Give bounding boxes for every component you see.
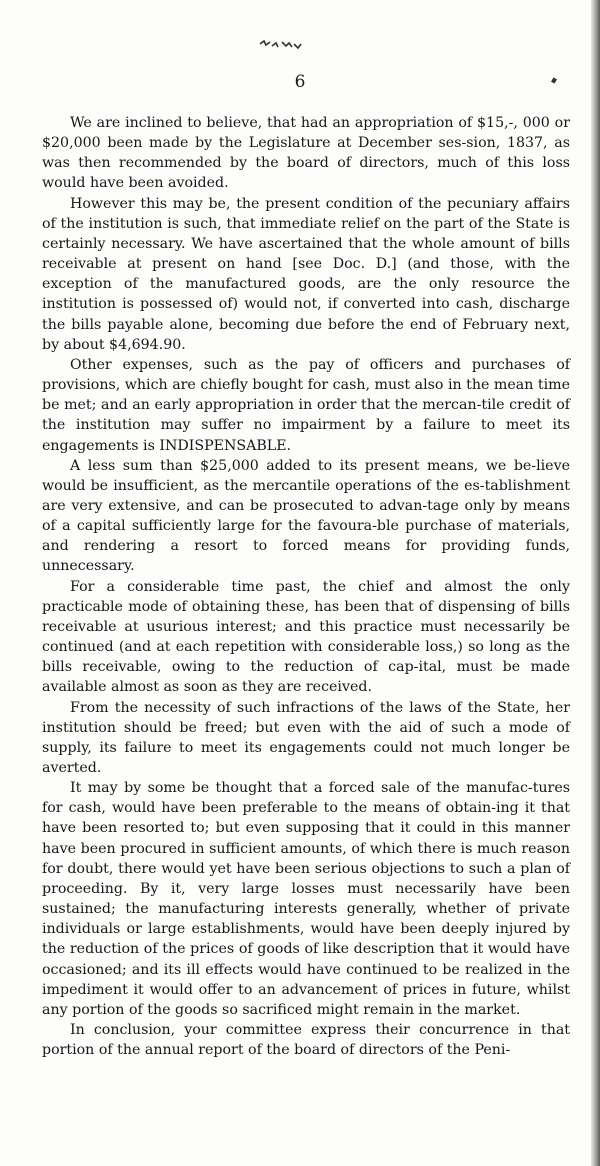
page-edge-shadow	[591, 0, 600, 1166]
paragraph: In conclusion, your committee express their concurrence in that portion of the annual report of the board of directors of the Peni-	[42, 1022, 570, 1059]
paragraph: A less sum than $25,000 added to its present means, we be-lieve would be insufficient, as the mercantile operations of the es-tablishment are very extensive, and can be prosecuted to advan-tage only by means of a capital sufficiently large for the favoura-ble purchase of materials, and rendering a resort to forced means for providing funds, unnecessary.	[42, 457, 570, 575]
paragraph: From the necessity of such infractions of the laws of the State, her institution should be freed; but even with the aid of such a mode of supply, its failure to meet its engagements could not much longer be averted.	[42, 699, 570, 776]
body-text	[42, 113, 570, 1060]
paragraph: We are inclined to believe, that had an appropriation of $15,-, 000 or $20,000 been made by the Legislature at December ses-sion, 1837, as was then recommended by the board of directors, much of this loss would have been avoided.	[42, 115, 570, 192]
paragraph: However this may be, the present condition of the pecuniary affairs of the institution is such, that immediate relief on the part of the State is certainly necessary. We have ascertained that the whole amount of bills receivable at present on hand [see Doc. D.] (and those, with the exception of the manufactured goods, are the only resource the institution is possessed of) would not, if converted into cash, discharge the bills payable alone, becoming due before the end of February next, by about $4,694.90.	[42, 195, 570, 353]
paragraph: Other expenses, such as the pay of officers and purchases of provisions, which are chiefly bought for cash, must also in the mean time be met; and an early appropriation in order that the mercan-tile credit of the institution may suffer no impairment by a failure to meet its engagements is INDISPENSABLE.	[42, 356, 570, 454]
page-number: 6	[294, 72, 306, 92]
ink-smudge-mark	[258, 38, 304, 52]
paragraph: It may by some be thought that a forced sale of the manufac-tures for cash, would have been preferable to the means of obtain-ing it that have been resorted to; but even supposing that it could in this manner have been procured in sufficient amounts, of which there is much reason for doubt, there would yet have been serious objections to such a plan of proceeding. By it, very large losses must necessarily have been sustained; the manufacturing interests generally, whether of private individuals or large establishments, would have been deeply injured by the reduction of the prices of goods of like description that it would have occasioned; and its ill effects would have continued to be realized in the impediment it would offer to an advancement of prices in future, whilst any portion of the goods so sacrificed might remain in the market.	[42, 780, 570, 1018]
paragraph: For a considerable time past, the chief and almost the only practicable mode of obtaining these, has been that of dispensing of bills receivable at usurious interest; and this practice must necessarily be continued (and at each repetition with considerable loss,) so long as the bills receivable, owing to the reduction of cap-ital, must be made available almost as soon as they are received.	[42, 578, 570, 696]
